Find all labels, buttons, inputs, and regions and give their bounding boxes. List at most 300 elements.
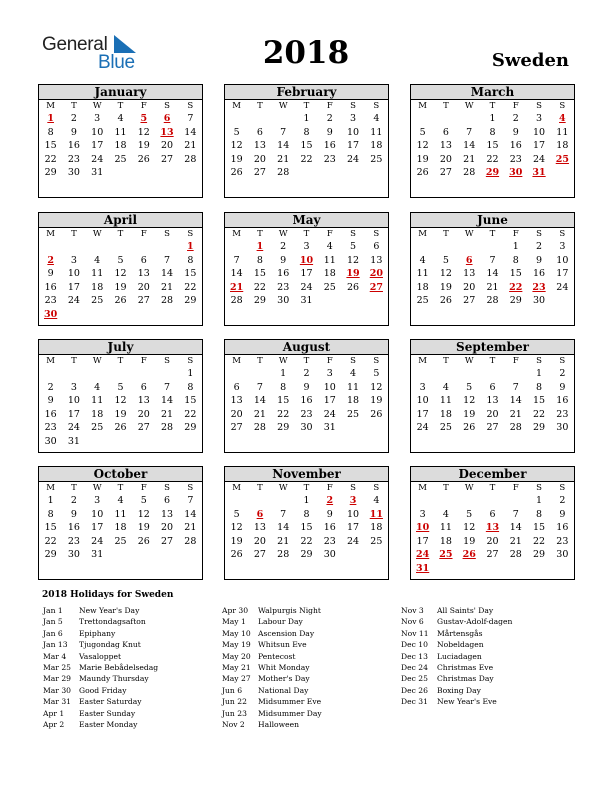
day-cell: 16	[44, 408, 57, 420]
day-cell: 24	[300, 281, 313, 293]
week-row	[39, 508, 202, 522]
weekday-header: T	[117, 101, 124, 111]
day-cell	[109, 435, 132, 449]
day-cell: 14	[509, 522, 522, 533]
day-cell: 10	[91, 508, 104, 520]
weekday-header: M	[46, 483, 55, 493]
week-row	[411, 367, 574, 381]
day-cell: 12	[463, 522, 476, 533]
weekday-header: M	[232, 356, 241, 366]
day-cell: 8	[280, 381, 287, 393]
holiday-day-cell: 24	[416, 549, 430, 560]
day-cell: 18	[416, 281, 429, 293]
day-cell: 23	[67, 535, 80, 547]
weekday-header: M	[418, 356, 427, 366]
weekday-header: F	[326, 229, 333, 239]
weekday-header: S	[536, 356, 542, 366]
week-row	[225, 394, 388, 408]
day-cell: 26	[439, 295, 452, 306]
week-row	[411, 535, 574, 549]
day-cell: 28	[161, 295, 174, 306]
day-cell: 17	[347, 140, 360, 151]
weekday-header: F	[140, 101, 147, 111]
day-cell: 14	[230, 268, 243, 279]
day-cell: 5	[140, 495, 147, 506]
day-cell: 23	[556, 408, 569, 420]
day-cell: 10	[556, 254, 569, 266]
day-cell: 17	[556, 268, 569, 279]
day-cell: 1	[489, 113, 496, 124]
holiday-name: National Day	[258, 685, 309, 695]
day-cell: 7	[280, 126, 287, 138]
day-cell: 24	[416, 422, 429, 433]
week-row	[225, 112, 388, 126]
day-cell	[341, 294, 364, 308]
day-cell: 8	[303, 508, 310, 520]
holiday-day-cell: 2	[326, 495, 334, 506]
weekday-header: F	[140, 483, 147, 493]
holiday-date: Mar 29	[43, 674, 72, 684]
week-row	[225, 294, 388, 308]
holiday-date: Nov 3	[401, 606, 424, 615]
holiday-day-cell: 13	[160, 126, 174, 138]
holiday-date: Mar 30	[43, 685, 72, 695]
day-cell: 4	[94, 381, 101, 393]
holiday-day-cell: 29	[485, 167, 500, 178]
day-cell	[155, 367, 178, 381]
day-cell	[458, 240, 481, 254]
day-cell: 25	[439, 422, 452, 433]
day-cell: 5	[117, 381, 124, 393]
holiday-day-cell: 10	[299, 254, 314, 266]
day-cell: 3	[419, 381, 426, 393]
day-cell	[155, 308, 178, 322]
day-cell: 20	[253, 535, 266, 547]
week-row	[39, 521, 202, 535]
day-cell: 1	[47, 495, 54, 506]
day-cell	[434, 494, 457, 508]
month-name: March	[411, 85, 574, 100]
weekday-header: M	[418, 483, 427, 493]
week-row	[411, 254, 574, 268]
day-cell: 13	[137, 268, 150, 279]
day-cell: 16	[556, 522, 569, 533]
day-cell: 17	[67, 281, 80, 293]
holiday-item	[43, 606, 158, 617]
day-cell: 20	[486, 408, 499, 420]
day-cell: 10	[323, 381, 336, 393]
day-cell	[109, 367, 132, 381]
day-cell: 28	[184, 535, 197, 547]
day-cell	[341, 548, 364, 562]
weekday-header: S	[373, 356, 380, 366]
day-cell	[132, 367, 155, 381]
day-cell	[225, 494, 248, 508]
day-cell: 12	[347, 254, 360, 266]
holiday-day-cell: 30	[44, 308, 58, 320]
day-cell: 22	[253, 281, 266, 293]
holiday-day-cell: 6	[465, 254, 473, 266]
day-cell: 3	[94, 113, 101, 124]
day-cell	[109, 548, 132, 562]
day-cell: 17	[533, 140, 546, 151]
day-cell: 29	[184, 422, 197, 433]
day-cell: 25	[114, 535, 127, 547]
day-cell	[341, 421, 364, 435]
day-cell: 14	[277, 140, 290, 151]
day-cell: 9	[326, 126, 333, 138]
day-cell: 22	[486, 153, 499, 165]
month-name: May	[225, 213, 388, 228]
holiday-item	[43, 674, 158, 685]
holiday-name: Easter Monday	[79, 719, 138, 729]
day-cell: 29	[300, 549, 313, 560]
day-cell: 26	[370, 408, 383, 420]
day-cell: 11	[439, 395, 452, 406]
day-cell: 22	[533, 408, 546, 420]
day-cell: 2	[70, 495, 77, 506]
day-cell: 15	[533, 395, 546, 406]
day-cell	[132, 548, 155, 562]
week-row	[39, 267, 202, 281]
holiday-item	[401, 663, 512, 674]
day-cell: 22	[184, 281, 197, 293]
week-row	[39, 240, 202, 254]
day-cell: 23	[323, 153, 336, 165]
day-cell: 26	[114, 422, 127, 433]
day-cell: 21	[277, 535, 290, 547]
day-cell: 9	[512, 126, 519, 138]
holiday-day-cell: 22	[509, 281, 523, 293]
day-cell: 20	[137, 408, 150, 420]
holiday-day-cell: 6	[163, 113, 171, 124]
day-cell: 31	[91, 167, 104, 178]
day-cell: 15	[184, 395, 197, 406]
weekday-header: F	[326, 101, 333, 111]
day-cell: 7	[512, 508, 519, 520]
holidays-title: 2018 Holidays for Sweden	[42, 590, 174, 600]
day-cell	[481, 494, 504, 508]
week-row	[411, 294, 574, 308]
week-row	[39, 494, 202, 508]
holiday-item	[43, 697, 158, 708]
day-cell: 1	[536, 495, 543, 506]
holiday-date: Dec 10	[401, 640, 428, 650]
day-cell: 16	[44, 281, 57, 293]
holiday-date: Nov 11	[401, 628, 429, 638]
day-cell: 31	[67, 435, 80, 447]
day-cell: 5	[466, 508, 473, 520]
day-cell: 15	[486, 140, 499, 151]
day-cell: 21	[486, 281, 499, 293]
logo-word-general: General	[42, 34, 108, 55]
day-cell: 31	[91, 549, 104, 560]
day-cell: 7	[164, 381, 171, 393]
holiday-date: Dec 25	[401, 674, 428, 684]
day-cell	[365, 421, 388, 435]
holiday-date: Jan 13	[43, 640, 68, 650]
holiday-day-cell: 3	[349, 495, 357, 506]
holiday-date: Jan 6	[43, 628, 63, 638]
day-cell: 26	[463, 422, 476, 433]
day-cell: 1	[303, 495, 310, 506]
day-cell	[458, 562, 481, 576]
weekday-header: W	[92, 101, 102, 111]
holiday-item	[401, 686, 512, 697]
week-row	[225, 267, 388, 281]
holiday-name: Vasaloppet	[79, 651, 122, 661]
week-row	[39, 153, 202, 167]
day-cell: 15	[253, 268, 266, 279]
weekday-header: F	[512, 101, 519, 111]
holiday-name: New Year's Eve	[437, 697, 497, 707]
weekday-header: S	[164, 483, 170, 493]
holiday-item	[43, 720, 158, 731]
holiday-name: Trettondagsafton	[79, 617, 146, 627]
day-cell: 29	[509, 295, 522, 306]
day-cell: 23	[67, 153, 80, 165]
day-cell: 22	[300, 535, 313, 547]
day-cell: 27	[161, 535, 174, 547]
day-cell: 30	[323, 549, 336, 560]
day-cell: 21	[161, 281, 174, 293]
weekday-header: F	[512, 229, 519, 239]
week-row	[411, 494, 574, 508]
day-cell: 20	[137, 281, 150, 293]
day-cell: 21	[509, 408, 522, 420]
weekday-header: S	[187, 229, 194, 239]
weekday-header: T	[489, 229, 496, 239]
day-cell: 15	[277, 395, 290, 406]
day-cell	[155, 548, 178, 562]
day-cell: 2	[303, 368, 310, 379]
day-cell: 12	[416, 140, 429, 151]
month-days-table	[411, 228, 574, 308]
weekday-header: T	[71, 229, 77, 239]
day-cell: 26	[230, 167, 243, 178]
day-cell: 21	[509, 535, 522, 547]
holiday-date: May 10	[222, 628, 251, 638]
day-cell: 7	[233, 254, 240, 266]
day-cell: 8	[187, 381, 194, 393]
day-cell: 4	[419, 254, 426, 266]
day-cell	[62, 367, 85, 381]
day-cell: 31	[300, 295, 313, 306]
holiday-item	[222, 709, 322, 720]
holiday-name: Whit Monday	[258, 662, 310, 672]
day-cell: 8	[187, 254, 194, 266]
holiday-date: Dec 26	[401, 685, 428, 695]
day-cell: 16	[323, 522, 336, 533]
day-cell: 18	[370, 522, 383, 533]
week-row	[411, 548, 574, 562]
day-cell	[458, 112, 481, 126]
day-cell	[86, 240, 109, 254]
week-row	[39, 548, 202, 562]
day-cell: 18	[114, 140, 127, 151]
day-cell: 6	[164, 495, 171, 506]
day-cell: 17	[416, 535, 429, 547]
month-february	[224, 84, 389, 198]
day-cell: 17	[416, 408, 429, 420]
day-cell: 3	[94, 495, 101, 506]
holiday-date: Dec 13	[401, 651, 428, 661]
day-cell: 17	[91, 522, 104, 533]
day-cell	[318, 294, 341, 308]
day-cell: 20	[253, 153, 266, 165]
day-cell	[434, 367, 457, 381]
month-november	[224, 466, 389, 580]
day-cell: 11	[347, 381, 360, 393]
day-cell: 6	[140, 254, 147, 266]
day-cell: 15	[44, 522, 57, 533]
holiday-date: May 20	[222, 651, 251, 661]
weekday-header: T	[71, 483, 77, 493]
week-row	[39, 126, 202, 140]
week-row	[225, 126, 388, 140]
month-days-table	[225, 482, 388, 562]
holiday-column	[401, 606, 512, 709]
day-cell: 1	[280, 368, 287, 379]
holiday-day-cell: 19	[346, 268, 360, 279]
weekday-header: W	[278, 483, 288, 493]
holiday-name: Maundy Thursday	[79, 674, 149, 684]
week-row	[225, 494, 388, 508]
weekday-header: W	[278, 229, 288, 239]
day-cell: 7	[187, 495, 194, 506]
holiday-day-cell: 13	[485, 522, 500, 533]
day-cell: 15	[300, 522, 313, 533]
week-row	[225, 535, 388, 549]
day-cell: 7	[280, 508, 287, 520]
holiday-date: Jun 22	[222, 697, 247, 707]
day-cell: 17	[67, 408, 80, 420]
day-cell: 5	[117, 254, 124, 266]
holiday-date: Jan 5	[43, 617, 63, 627]
weekday-header: S	[373, 101, 380, 111]
month-name: November	[225, 467, 388, 482]
week-row	[225, 521, 388, 535]
holiday-day-cell: 25	[439, 549, 453, 560]
day-cell: 23	[277, 281, 290, 293]
day-cell: 27	[463, 295, 476, 306]
holiday-date: May 27	[222, 674, 251, 684]
day-cell: 6	[140, 381, 147, 393]
day-cell: 9	[559, 508, 566, 520]
month-days-table	[39, 482, 202, 562]
day-cell: 8	[489, 126, 496, 138]
weekday-header: W	[464, 229, 474, 239]
month-days-table	[39, 228, 202, 321]
weekday-header: W	[464, 356, 474, 366]
holiday-name: Christmas Day	[437, 674, 494, 684]
day-cell: 28	[509, 422, 522, 433]
day-cell: 28	[486, 295, 499, 306]
day-cell: 19	[114, 281, 127, 293]
day-cell	[504, 562, 527, 576]
holiday-date: Dec 24	[401, 662, 428, 672]
holiday-item	[222, 686, 322, 697]
weekday-header: T	[303, 229, 310, 239]
weekday-header: S	[164, 356, 170, 366]
day-cell: 24	[67, 295, 80, 306]
week-row	[39, 408, 202, 422]
day-cell: 24	[67, 422, 80, 433]
day-cell	[132, 240, 155, 254]
day-cell: 29	[533, 422, 546, 433]
day-cell: 13	[137, 395, 150, 406]
month-june	[410, 212, 575, 326]
day-cell: 9	[280, 254, 287, 266]
day-cell: 14	[463, 140, 476, 151]
week-row	[225, 166, 388, 180]
day-cell: 10	[533, 126, 546, 138]
weekday-header: F	[326, 356, 333, 366]
weekday-header: T	[303, 356, 310, 366]
week-row	[39, 394, 202, 408]
day-cell: 9	[47, 395, 54, 406]
holiday-name: Pentecost	[258, 651, 296, 661]
day-cell	[458, 367, 481, 381]
day-cell: 12	[137, 126, 150, 138]
day-cell: 16	[323, 140, 336, 151]
month-days-table	[39, 355, 202, 448]
holiday-date: May 19	[222, 640, 251, 650]
holiday-name: Luciadagen	[437, 651, 482, 661]
day-cell: 4	[94, 254, 101, 266]
weekday-header: S	[559, 356, 566, 366]
day-cell: 28	[230, 295, 243, 306]
week-row	[411, 166, 574, 180]
day-cell: 3	[419, 508, 426, 520]
day-cell: 22	[300, 153, 313, 165]
day-cell: 12	[439, 268, 452, 279]
day-cell: 11	[91, 268, 104, 279]
day-cell	[248, 112, 271, 126]
day-cell: 27	[253, 549, 266, 560]
month-days-table	[225, 100, 388, 180]
week-row	[411, 394, 574, 408]
day-cell	[434, 562, 457, 576]
day-cell	[109, 308, 132, 322]
week-row	[411, 240, 574, 254]
weekday-header: M	[46, 356, 55, 366]
day-cell: 26	[416, 167, 429, 178]
weekday-header: T	[443, 356, 449, 366]
day-cell: 12	[114, 395, 127, 406]
holiday-day-cell: 1	[256, 241, 264, 252]
day-cell: 23	[44, 422, 57, 433]
week-row	[39, 381, 202, 395]
month-july	[38, 339, 203, 453]
week-row	[39, 535, 202, 549]
day-cell: 18	[439, 535, 452, 547]
day-cell: 19	[463, 535, 476, 547]
day-cell: 23	[44, 295, 57, 306]
day-cell: 21	[463, 153, 476, 165]
holiday-name: Epiphany	[79, 628, 116, 638]
month-days-table	[411, 482, 574, 575]
weekday-header: W	[464, 483, 474, 493]
day-cell: 15	[300, 140, 313, 151]
holiday-day-cell: 31	[416, 562, 430, 574]
day-cell: 14	[184, 508, 197, 520]
holiday-name: New Year's Day	[79, 606, 140, 615]
day-cell: 20	[439, 153, 452, 165]
day-cell: 18	[114, 522, 127, 533]
day-cell: 11	[114, 126, 127, 138]
day-cell: 24	[556, 281, 569, 293]
